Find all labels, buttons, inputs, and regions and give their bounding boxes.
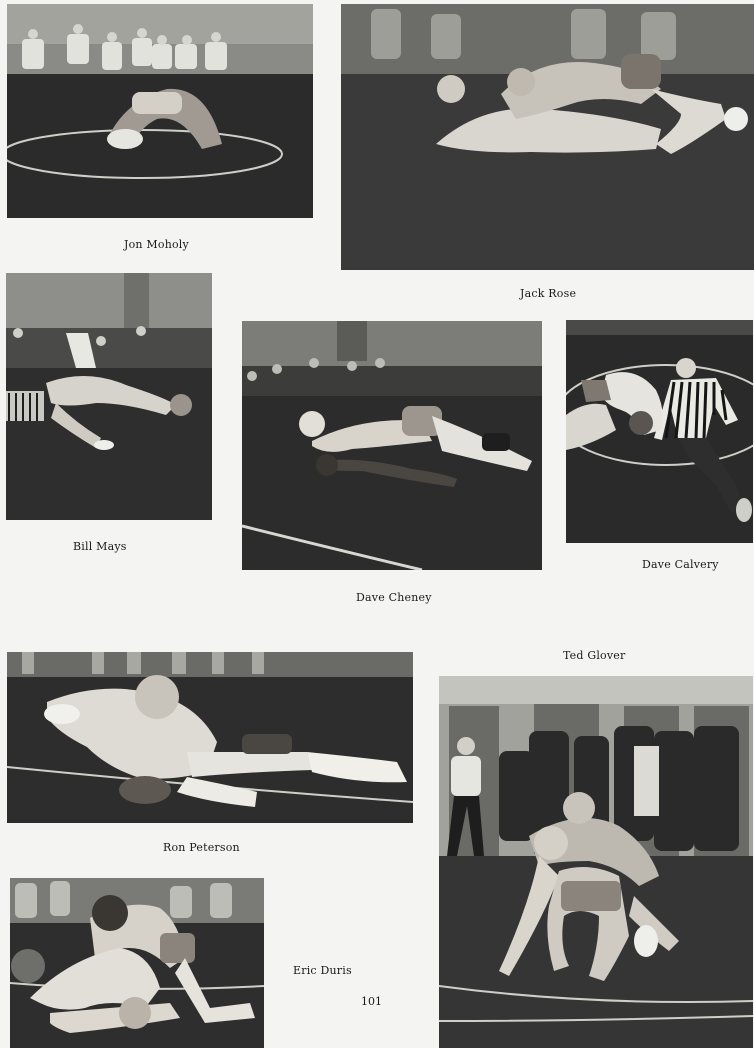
page-number: 101 bbox=[361, 995, 382, 1008]
caption-ted-glover: Ted Glover bbox=[563, 649, 626, 662]
caption-jack-rose: Jack Rose bbox=[520, 287, 577, 300]
caption-jon-moholy: Jon Moholy bbox=[124, 238, 189, 251]
photo-dave-cheney bbox=[242, 321, 542, 570]
caption-ron-peterson: Ron Peterson bbox=[163, 841, 240, 854]
photo-eric-duris bbox=[10, 878, 264, 1048]
photo-jack-rose bbox=[341, 4, 754, 270]
caption-bill-mays: Bill Mays bbox=[73, 540, 127, 553]
caption-eric-duris: Eric Duris bbox=[293, 964, 352, 977]
caption-dave-cheney: Dave Cheney bbox=[356, 591, 432, 604]
photo-ron-peterson bbox=[7, 652, 413, 823]
photo-jon-moholy bbox=[7, 4, 313, 218]
photo-ted-glover bbox=[439, 676, 753, 1048]
photo-bill-mays bbox=[6, 273, 212, 520]
caption-dave-calvery: Dave Calvery bbox=[642, 558, 719, 571]
photo-dave-calvery bbox=[566, 320, 753, 543]
